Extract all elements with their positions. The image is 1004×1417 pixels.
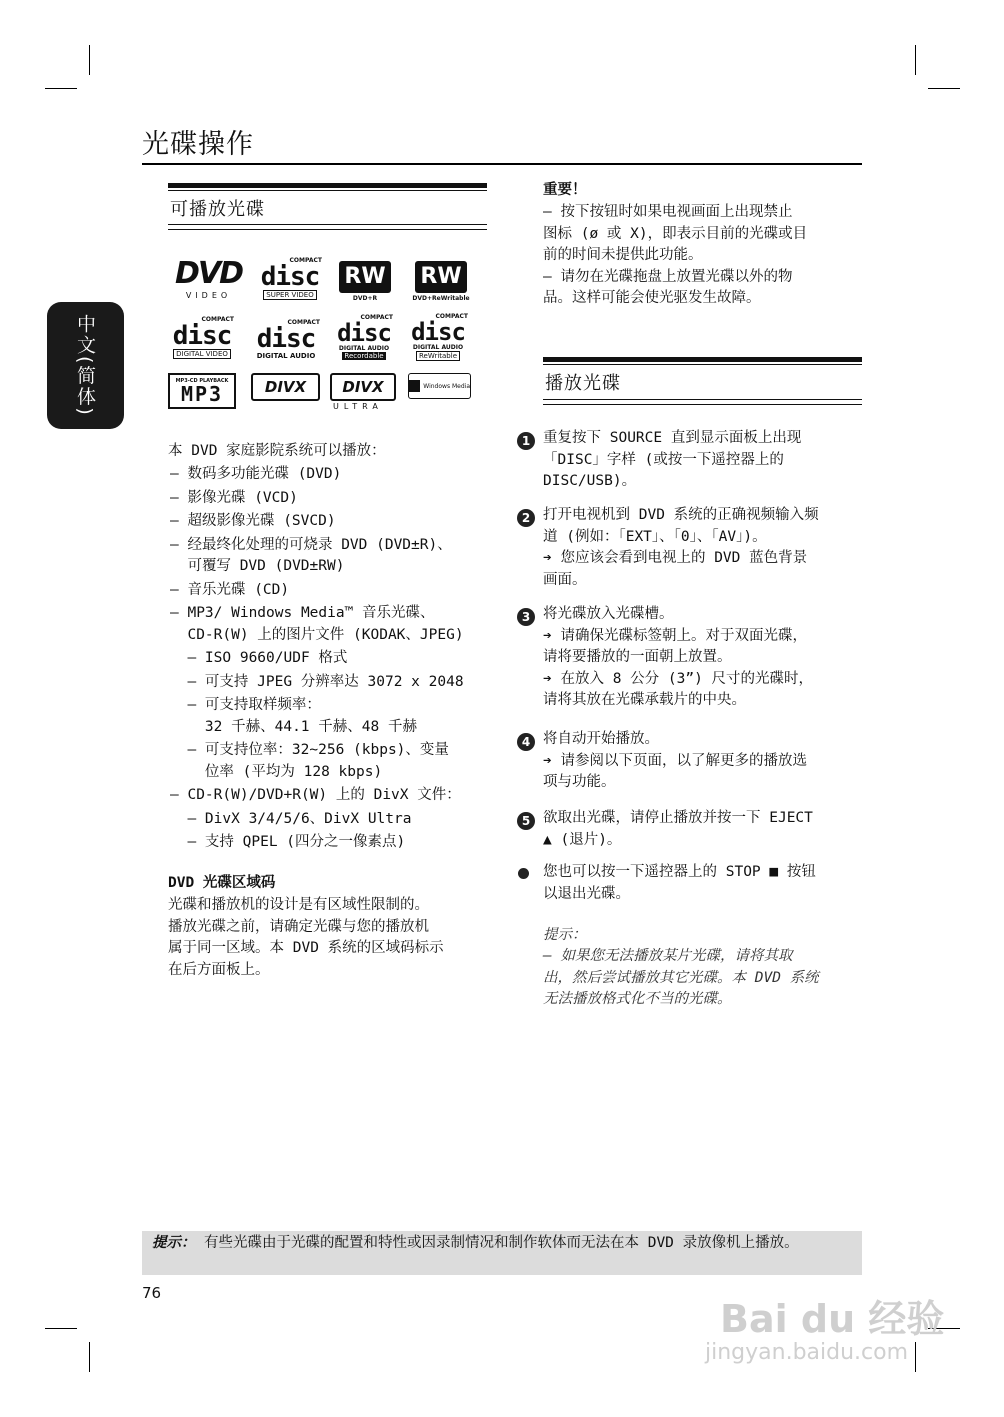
divx-ultra-label: ULTRA: [333, 402, 383, 411]
step-5-text: 欲取出光碟，请停止播放并按一下 EJECT ▲ (退片)。: [543, 810, 813, 848]
step-number-icon: 1: [517, 432, 535, 450]
compact-disc-recordable-logo: COMPACT disc DIGITAL AUDIO Recordable: [337, 314, 393, 360]
stop-note: 您也可以按一下遥控器上的 STOP ■ 按钮 以退出光碟。: [543, 864, 816, 902]
list-item: – 数码多功能光碟 (DVD): [170, 466, 342, 482]
section-rule-top: [168, 183, 487, 188]
list-item: 可覆写 DVD (DVD±RW): [170, 558, 345, 574]
list-item: – 可支持 JPEG 分辨率达 3072 x 2048: [170, 673, 464, 690]
step-5: [517, 810, 535, 830]
crop-mark: [89, 45, 90, 75]
step-number-icon: 2: [517, 509, 535, 527]
list-item: – 可支持取样频率：: [170, 697, 321, 713]
section-rule-bottom: [543, 404, 862, 405]
crop-mark: [915, 45, 916, 75]
page-title: 光碟操作: [142, 129, 254, 160]
list-item: – ISO 9660/UDF 格式: [170, 650, 348, 666]
list-item: 位率 (平均为 128 kbps): [170, 763, 383, 780]
language-tab: 中文(简体): [47, 302, 124, 429]
step-number-icon: 5: [517, 812, 535, 830]
list-item: CD-R(W) 上的图片文件 (KODAK、JPEG): [170, 626, 464, 643]
crop-mark: [915, 1342, 916, 1372]
list-item: – CD-R(W)/DVD+R(W) 上的 DivX 文件：: [170, 787, 461, 803]
section-rule-bottom: [168, 229, 487, 230]
title-rule: [142, 163, 862, 165]
list-item: – 可支持位率：32~256 (kbps)、变量: [170, 742, 449, 758]
watermark-url: jingyan.baidu.com: [705, 1340, 909, 1365]
step-1-text: 重复按下 SOURCE 直到显示面板上出现 「DISC」字样 (或按一下遥控器上的 DISC/USB)。: [543, 430, 802, 489]
crop-mark: [89, 1342, 90, 1372]
compact-disc-rewritable-logo: COMPACT disc DIGITAL AUDIO ReWritable: [411, 313, 468, 360]
dvd-video-logo: DVD VIDEO: [174, 255, 243, 300]
list-item: – 经最终化处理的可烧录 DVD (DVD±R)、: [170, 536, 452, 553]
section-rule-sub: [543, 364, 862, 365]
section-title-play-disc: 播放光碟: [545, 373, 621, 394]
hint-text: – 如果您无法播放某片光碟，请将其取 出，然后尝试播放其它光碟。本 DVD 系统 无法播放格式化不当的光碟。: [543, 948, 819, 1007]
step-3: [517, 606, 535, 626]
crop-mark: [45, 1328, 77, 1329]
hint-title: 提示：: [543, 927, 587, 943]
crop-mark: [45, 88, 77, 89]
step-number-icon: 3: [517, 608, 535, 626]
compact-disc-digital-video-logo: COMPACT disc DIGITAL VIDEO: [172, 315, 234, 358]
playable-list: [170, 464, 464, 856]
compact-disc-digital-audio-logo: COMPACT disc DIGITAL AUDIO: [256, 318, 320, 360]
section-title-playable: 可播放光碟: [170, 199, 265, 220]
step-4-text: 将自动开始播放。 ➔ 请参阅以下页面，以了解更多的播放选 项与功能。: [543, 731, 807, 790]
watermark-brand: Bai du 经验: [720, 1297, 945, 1341]
list-item: – DivX 3/4/5/6、DivX Ultra: [170, 810, 412, 827]
page-number: 76: [142, 1284, 162, 1302]
section-rule-top: [543, 357, 862, 362]
section-rule-bottom: [168, 224, 487, 225]
windows-flag-icon: [409, 380, 420, 392]
step-number-icon: 4: [517, 733, 535, 751]
important-text: – 按下按钮时如果电视画面上出现禁止 图标 (ø 或 X)，即表示目前的光碟或目 前的时间未提供此功能。 – 请勿在光碟拖盘上放置光碟以外的物 品。这样可能会使光驱发生故障。: [543, 204, 808, 306]
windows-media-logo: Windows Media: [408, 373, 471, 399]
dvd-rewritable-logo: RW DVD+ReWritable: [408, 258, 474, 304]
section-rule-bottom: [543, 399, 862, 400]
step-4: [517, 731, 535, 751]
step-2-text: 打开电视机到 DVD 系统的正确视频输入频 道 (例如：「EXT」、「0」、「AV」)。 ➔ 您应该会看到电视上的 DVD 蓝色背景 画面。: [543, 507, 819, 588]
section-rule-sub: [168, 190, 487, 191]
important-title: 重要！: [543, 182, 587, 198]
region-code-title: DVD 光碟区域码: [168, 875, 276, 891]
footer-tip-label: 提示：: [152, 1235, 196, 1251]
crop-mark: [928, 88, 960, 89]
divx-ultra-logo: DIVX: [330, 373, 396, 401]
list-item: – 影像光碟 (VCD): [170, 489, 298, 506]
list-item: – 音乐光碟 (CD): [170, 581, 290, 598]
compact-disc-super-video-logo: COMPACT disc SUPER VIDEO: [260, 256, 322, 299]
step-1: [517, 430, 535, 450]
list-item: – MP3/ Windows Media™ 音乐光碟、: [170, 605, 435, 621]
playable-intro: 本 DVD 家庭影院系统可以播放：: [168, 443, 386, 459]
step-3-text: 将光碟放入光碟槽。 ➔ 请确保光碟标签朝上。对于双面光碟， 请将要播放的一面朝上放置。 ➔ 在放入 8 公分 (3”) 尺寸的光碟时， 请将其放在光碟承载片的中央。: [543, 606, 814, 708]
mp3-cd-playback-logo: MP3-CD PLAYBACK MP3: [168, 373, 236, 409]
list-item: – 超级影像光碟 (SVCD): [170, 513, 336, 529]
bullet-icon: [518, 868, 529, 879]
dvd-plus-r-logo: RW DVD+R: [338, 258, 392, 304]
divx-logo: DIVX: [251, 373, 320, 401]
footer-tip-text: 有些光碟由于光碟的配置和特性或因录制情况和制作软体而无法在本 DVD 录放像机上播放。: [204, 1235, 799, 1251]
region-code-text: 光碟和播放机的设计是有区域性限制的。 播放光碟之前，请确定光碟与您的播放机 属于同一区域。本 DVD 系统的区域码标示 在后方面板上。: [168, 897, 444, 978]
step-2: [517, 507, 535, 527]
list-item: – 支持 QPEL (四分之一像素点): [170, 834, 406, 850]
list-item: 32 千赫、44.1 千赫、48 千赫: [170, 718, 417, 735]
